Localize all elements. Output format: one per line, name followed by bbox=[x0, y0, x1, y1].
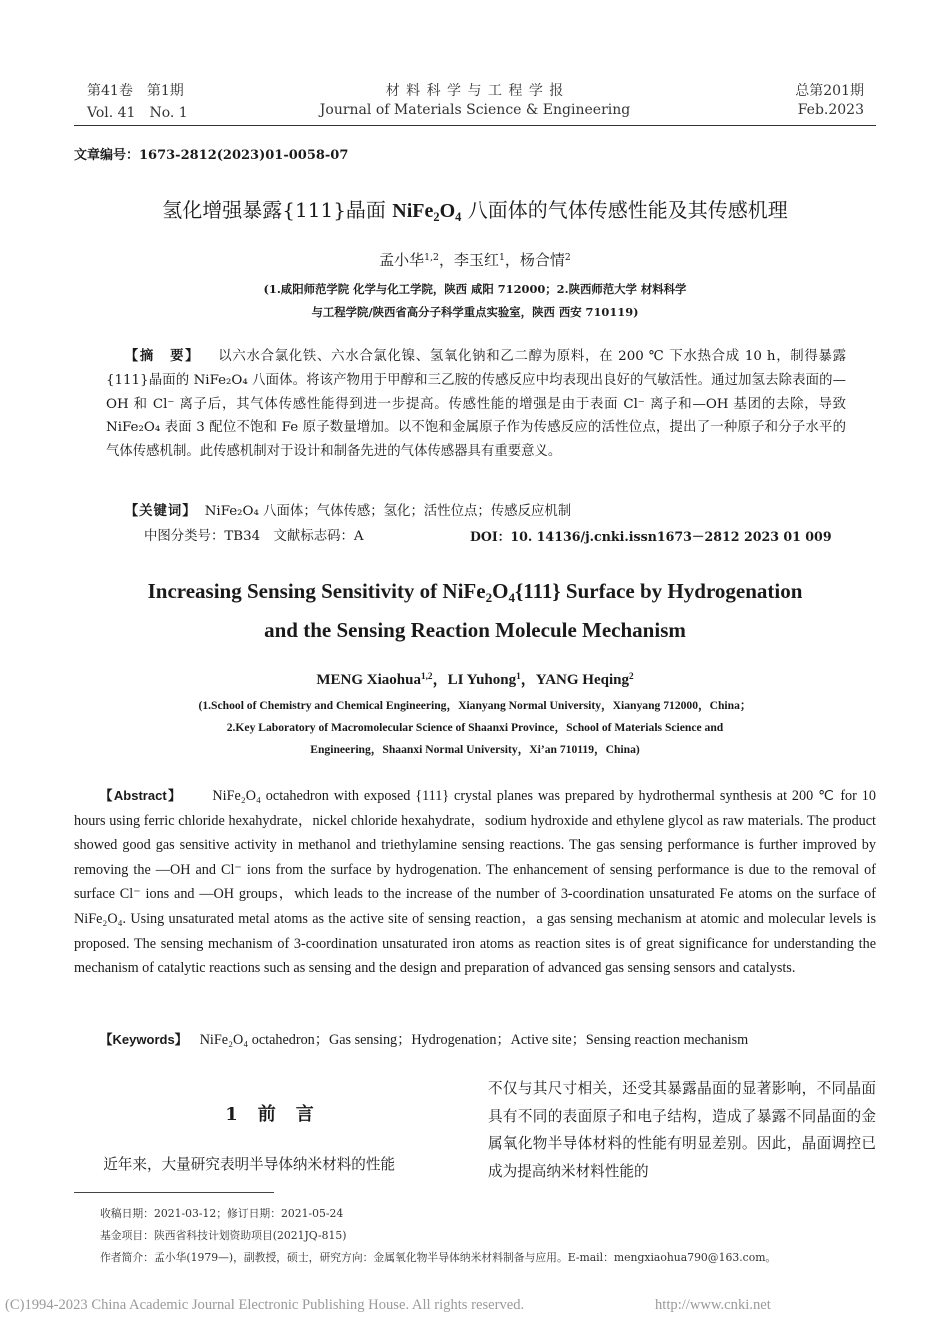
keywords-en-label: 【Keywords】 bbox=[99, 1032, 188, 1047]
abstract-cn-label: 【摘 要】 bbox=[124, 348, 201, 364]
footnote-rule bbox=[74, 1192, 274, 1193]
journal-name-en: Journal of Materials Science & Engineering bbox=[319, 102, 631, 118]
clc-number: 中图分类号：TB34 文献标志码：A bbox=[144, 529, 364, 544]
keywords-en-text: NiFe₂O₄ octahedron；Gas sensing；Hydrogenation；Active site；Sensing reaction mechanism bbox=[199, 1032, 749, 1048]
title-en bbox=[60, 575, 890, 647]
title-cn-part1: 氢化增强暴露{111}晶面 bbox=[162, 198, 393, 222]
footnote-funding: 基金项目：陕西省科技计划资助项目(2021JQ-815) bbox=[100, 1229, 347, 1242]
title-cn-part2: 八面体的气体传感性能及其传感机理 bbox=[461, 198, 788, 222]
title-en-sub-a: 2 bbox=[485, 589, 493, 605]
author-en-2: ，LI Yuhong bbox=[432, 672, 517, 688]
author-en-2-sup: 1 bbox=[516, 671, 521, 682]
author-cn-2-sup: 1 bbox=[498, 251, 505, 263]
author-en-1: MENG Xiaohua bbox=[316, 672, 421, 688]
affiliation-en-line-1: (1.School of Chemistry and Chemical Engineering，Xianyang Normal University，Xianyang 712000，China； bbox=[198, 699, 752, 712]
issue-number: 总第201期 bbox=[795, 83, 864, 99]
title-cn-sub-a: 2 bbox=[433, 209, 440, 224]
footnote-received: 收稿日期：2021-03-12；修订日期：2021-05-24 bbox=[100, 1207, 344, 1220]
footnote-author-bio: 作者简介：孟小华(1979—)，副教授，硕士，研究方向：金属氧化物半导体纳米材料制备与应用。E-mail：mengxiaohua790@163.com。 bbox=[100, 1251, 777, 1264]
abstract-en-label: 【Abstract】 bbox=[99, 788, 183, 803]
header-rule bbox=[74, 125, 876, 126]
affiliation-cn-line-1: (1.咸阳师范学院 化学与化工学院，陕西 咸阳 712000；2.陕西师范大学 材料科学 bbox=[263, 282, 687, 296]
author-cn-1-sup: 1,2 bbox=[424, 251, 439, 263]
section-text-left: 近年来，大量研究表明半导体纳米材料的性能 bbox=[103, 1156, 396, 1173]
section-heading: 1 前 言 bbox=[225, 1104, 315, 1125]
affiliation-en-line-3: Engineering，Shaanxi Normal University，Xi’an 710119，China) bbox=[310, 743, 640, 756]
section-text-right: 不仅与其尺寸相关，还受其暴露晶面的显著影响，不同晶面具有不同的表面原子和电子结构，造成了暴露不同晶面的金属氧化物半导体材料的性能有明显差别。因此，晶面调控已成为提高纳米材料性能的 bbox=[488, 1080, 876, 1180]
title-en-line-2: and the Sensing Reaction Molecule Mechanism bbox=[264, 617, 686, 642]
journal-volume-cn: 第41卷 第1期 bbox=[87, 83, 184, 99]
title-cn bbox=[0, 194, 950, 225]
author-en-1-sup: 1,2 bbox=[420, 671, 433, 682]
title-en-sub-b: 4 bbox=[508, 589, 515, 605]
authors-en bbox=[0, 668, 950, 689]
title-cn-sub-b: 4 bbox=[455, 209, 462, 224]
journal-volume-en: Vol. 41 No. 1 bbox=[87, 105, 188, 121]
title-cn-formula-b: O bbox=[439, 200, 456, 222]
title-en-line-1b: O bbox=[492, 579, 509, 603]
title-cn-formula-a: NiFe bbox=[392, 200, 434, 222]
article-id: 文章编号：1673-2812(2023)01-0058-07 bbox=[74, 148, 349, 163]
authors-cn bbox=[0, 249, 950, 270]
journal-name-cn: 材 料 科 学 与 工 程 学 报 bbox=[385, 83, 565, 99]
abstract-cn bbox=[106, 345, 846, 464]
keywords-cn-label: 【关键词】 bbox=[124, 503, 197, 519]
keywords-cn bbox=[106, 500, 846, 524]
keywords-cn-text: NiFe₂O₄ 八面体；气体传感；氢化；活性位点；传感反应机制 bbox=[204, 504, 572, 519]
abstract-cn-text: 以六水合氯化铁、六水合氯化镍、氢氧化钠和乙二醇为原料，在 200 ℃ 下水热合成 10 h，制得暴露{111}晶面的 NiFe₂O₄ 八面体。将该产物用于甲醇和三乙胺的传感反应中均表现出良好的气敏活性。通过加氢去除表面的—OH 和 Cl⁻ 离子后，其气体传感性能得到进一步提高。传感性能的增强是由于表面 Cl⁻ 离子和—OH 基团的去除，导致 NiFe₂O₄ 表面 3 配位不饱和 Fe 原子数量增加。以不饱和金属原子作为传感反应的活性位点，提出了一种原子和分子水平的气体传感机制。此传感机制对于设计和制备先进的气体传感器具有重要意义。 bbox=[106, 349, 847, 460]
author-en-3: ，YANG Heqing bbox=[520, 672, 629, 688]
abstract-en-text: NiFe₂O₄ octahedron with exposed {111} crystal planes was prepared by hydrothermal synthesis at 200 ℃ for 10 hours using ferric chloride hexahydrate，nickel chloride hexahydrate，sodium hydroxide and ethylene glycol as raw materials. The product showed good gas sensitive activity in methanol and triethylamine sensing reactions. The gas sensing performance is further improved by removing the —OH and Cl⁻ ions from the surface by hydrogenation. The enhancement of sensing performance is due to the removal of surface Cl⁻ ions and —OH groups，which leads to the increase of the number of 3-coordination unsaturated Fe atoms on the surface of NiFe₂O₄. Using unsaturated metal atoms as the active site of sensing reaction，a gas sensing mechanism at atomic and molecular levels is proposed. The sensing mechanism of 3-coordination unsaturated iron atoms as reaction sites is of great significance for understanding the mechanism of catalytic reactions such as sensing and the design and preparation of advanced gas sensing sensors and catalysts. bbox=[74, 788, 876, 977]
keywords-en bbox=[74, 1028, 876, 1053]
title-en-line-1a: Increasing Sensing Sensitivity of NiFe bbox=[147, 579, 486, 603]
title-en-line-1c: {111} Surface by Hydrogenation bbox=[514, 579, 803, 603]
author-cn-1: 孟小华 bbox=[379, 251, 425, 269]
author-cn-3-sup: 2 bbox=[564, 251, 571, 263]
author-cn-2: ，李玉红 bbox=[438, 251, 499, 269]
cnki-url[interactable]: http://www.cnki.net bbox=[655, 1297, 771, 1313]
author-en-3-sup: 2 bbox=[628, 671, 634, 682]
issue-date: Feb.2023 bbox=[797, 102, 864, 118]
affiliation-en-line-2: 2.Key Laboratory of Macromolecular Science of Shaanxi Province，School of Materials Science and bbox=[226, 721, 724, 734]
abstract-en bbox=[74, 784, 876, 981]
copyright-watermark: (C)1994-2023 China Academic Journal Electronic Publishing House. All rights reserved. bbox=[5, 1297, 525, 1313]
doi: DOI：10. 14136/j.cnki.issn1673－2812 2023 01 009 bbox=[470, 529, 832, 544]
author-cn-3: ，杨合情 bbox=[504, 251, 565, 269]
title-en-line-1 bbox=[60, 575, 890, 614]
affiliation-cn-line-2: 与工程学院/陕西省高分子科学重点实验室，陕西 西安 710119) bbox=[311, 305, 639, 319]
